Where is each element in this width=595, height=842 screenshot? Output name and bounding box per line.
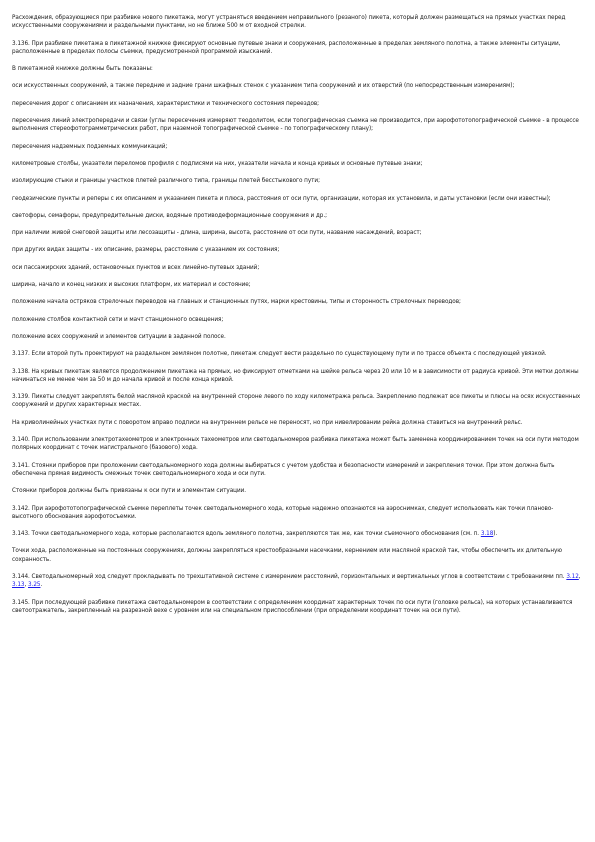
paragraph: светофоры, семафоры, предупредительные диски, водяные противодеформационные сооружения и др.; bbox=[12, 212, 327, 219]
paragraph: Точки хода, расположенные на постоянных сооружениях, должны закрепляться крестообразными насечками, кернением или масляной краской так, чтобы обеспечить их длительную сохранность. bbox=[12, 548, 563, 563]
paragraph: изолирующие стыки и границы участков плетей различного типа, границы плетей бесстыкового пути; bbox=[12, 178, 320, 185]
paragraph: 3.137. Если второй путь проектируют на раздельном земляном полотне, пикетаж следует вести раздельно по существующему пути и по трассе объекта с последующей увязкой. bbox=[12, 351, 547, 358]
link-clause-3-18[interactable]: 3.18 bbox=[480, 531, 494, 538]
paragraph: ширина, начало и конец низких и высоких платформ, их материал и состояние; bbox=[12, 282, 251, 289]
paragraph: положение всех сооружений и элементов ситуации в заданной полосе. bbox=[12, 333, 226, 340]
paragraph: километровые столбы, указатели переломов профиля с подписями на них, указатели начала и конца кривых и основные путевые знаки; bbox=[12, 160, 423, 167]
paragraph: оси пассажирских зданий, остановочных пунктов и всех линейно-путевых зданий; bbox=[12, 264, 260, 271]
paragraph: 3.141. Стоянки приборов при проложении светодальномерного хода должны выбираться с учетом удобства и безопасности измерений и закрепления точки. При этом должна быть обеспечена прямая видимость смежных точек светодальномерного хода и оси пути. bbox=[12, 462, 555, 477]
paragraph: пересечения линий электропередачи и связи (углы пересечения измеряют теодолитом, если топографическая съемка не производится, при аэрофототопографической съемке - в процессе выполнения стереофотограмметрических работ, при наземной топографической съемке - по топографическому плану); bbox=[12, 118, 579, 133]
paragraph: В пикетажной книжке должны быть показаны: bbox=[12, 66, 153, 73]
link-clause-3-12[interactable]: 3.12 bbox=[566, 573, 579, 580]
paragraph: 3.145. При последующей разбивке пикетажа светодальномером в соответствии с определением координат характерных точек по оси пути (головке рельса), на которых устанавливается светоотражатель, закрепленный на разрезной вехе с уровнем или на специальном приспособлении (при определении координат точек на оси пути). bbox=[12, 599, 573, 614]
paragraph: 3.140. При использовании электротахеометров и электронных тахеометров или светодальномеров разбивка пикетажа может быть заменена координированием точек на оси пути методом полярных координат с точек магистрального (базового) хода. bbox=[12, 437, 579, 452]
paragraph: Стоянки приборов должны быть привязаны к оси пути и элементам ситуации. bbox=[12, 488, 247, 495]
paragraph: На криволинейных участках пути с поворотом вправо подписи на внутреннем рельсе не переносят, но при нивелировании рейка должна ставиться на внутренний рельс. bbox=[12, 419, 523, 426]
paragraph: 3.144. Светодальномерный ход следует прокладывать по трехштативной системе с измерением расстояний, горизонтальных и вертикальных углов в соответствии с требованиями пп. 3.12, 3.13, 3.25. bbox=[12, 573, 581, 589]
link-clause-3-25[interactable]: 3.25 bbox=[28, 582, 41, 589]
paragraph: оси искусственных сооружений, а также передние и задние грани шкафных стенок с указанием типа сооружений и их отверстий (по непосредственным измерениям); bbox=[12, 83, 515, 90]
link-clause-3-13[interactable]: 3.13 bbox=[12, 582, 25, 589]
paragraph: геодезические пункты и реперы с их описанием и указанием пикета и плюса, расстояния от оси пути, организации, которая их установила, и даты установки (если они известны); bbox=[12, 195, 551, 202]
paragraph: 3.138. На кривых пикетаж является продолжением пикетажа на прямых, но фиксируют отметками на шейке рельса через 20 или 10 м в зависимости от радиуса кривой. Эти метки должны начинаться не менее чем за 50 м до начала кривой и после конца кривой. bbox=[12, 368, 579, 383]
paragraph: 3.142. При аэрофототопографической съемке переплеты точек светодальномерного хода, которые надежно опознаются на аэроснимках, следует использовать как точки планово-высотного обоснования аэрофотосъемки. bbox=[12, 505, 554, 520]
paragraph: Расхождения, образующиеся при разбивке нового пикетажа, могут устраняться введением неправильного (резаного) пикета, который должен размещаться на прямых участках перед искусственными сооружениями и раздельными пунктами, но не ближе 500 м от входной стрелки. bbox=[12, 15, 566, 30]
paragraph: пересечения надземных подземных коммуникаций; bbox=[12, 143, 168, 150]
paragraph: положение начала остряков стрелочных переводов на главных и станционных путях, марки крестовины, типы и сторонность стрелочных переводов; bbox=[12, 299, 461, 306]
paragraph: 3.139. Пикеты следует закреплять белой масляной краской на внутренней стороне левого по ходу километража рельса. Закреплению подлежат все пикеты и плюсы на осях искусственных сооружений и других характерных местах. bbox=[12, 394, 581, 409]
paragraph: при других видах защиты - их описание, размеры, расстояние с указанием их состояния; bbox=[12, 247, 280, 254]
paragraph: положение столбов контактной сети и мачт станционного освещения; bbox=[12, 316, 224, 323]
paragraph: 3.136. При разбивке пикетажа в пикетажной книжке фиксируют основные путевые знаки и сооружения, расположенные в пределах земляного полотна, а также элементы ситуации, расположенные в пределах полосы съемки, предусмотренной программой изысканий. bbox=[12, 40, 561, 55]
paragraph: при наличии живой снеговой защиты или лесозащиты - длина, ширина, высота, расстояние от оси пути, название насаждений, возраст; bbox=[12, 230, 422, 237]
paragraph: пересечения дорог с описанием их назначения, характеристики и технического состояния переездов; bbox=[12, 100, 320, 107]
paragraph: 3.143. Точки светодальномерного хода, которые располагаются вдоль земляного полотна, закрепляются так же, как точки съемочного обоснования (см. п. 3.18). bbox=[12, 531, 498, 538]
